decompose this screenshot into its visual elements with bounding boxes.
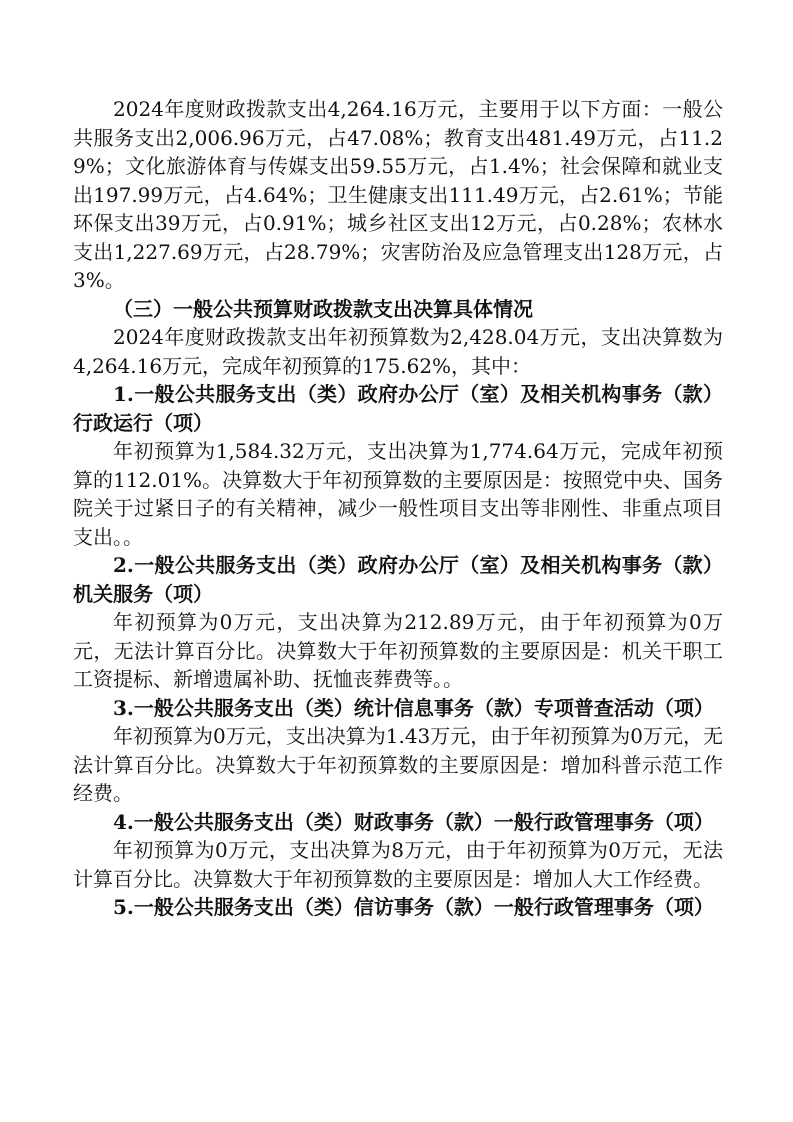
item-4-body: 年初预算为0万元，支出决算为8万元，由于年初预算为0万元，无法计算百分比。决算数大于年初预算数的主要原因是：增加人大工作经费。	[73, 838, 723, 891]
document-body	[73, 95, 723, 922]
item-1-body: 年初预算为1,584.32万元，支出决算为1,774.64万元，完成年初预算的112.01%。决算数大于年初预算数的主要原因是：按照党中央、国务院关于过紧日子的有关精神，减少一般性项目支出等非刚性、非重点项目支出。。	[73, 439, 723, 549]
item-1-heading: 1.一般公共服务支出（类）政府办公厅（室）及相关机构事务（款）行政运行（项）	[73, 382, 723, 435]
item-5-heading: 5.一般公共服务支出（类）信访事务（款）一般行政管理事务（项）	[113, 895, 714, 919]
item-3-body: 年初预算为0万元，支出决算为1.43万元，由于年初预算为0万元，无法计算百分比。决算数大于年初预算数的主要原因是：增加科普示范工作经费。	[73, 724, 723, 805]
item-2-heading: 2.一般公共服务支出（类）政府办公厅（室）及相关机构事务（款）机关服务（项）	[73, 553, 723, 606]
section-heading: （三）一般公共预算财政拨款支出决算具体情况	[113, 296, 533, 321]
intro-paragraph: 2024年度财政拨款支出4,264.16万元，主要用于以下方面：一般公共服务支出2,006.96万元，占47.08%；教育支出481.49万元，占11.29%；文化旅游体育与传媒支出59.55万元，占1.4%；社会保障和就业支出197.99万元，占4.64%；卫生健康支出111.49万元，占2.61%；节能环保支出39万元，占0.91%；城乡社区支出12万元，占0.28%；农林水支出1,227.69万元，占28.79%；灾害防治及应急管理支出128万元，占3%。	[73, 97, 723, 292]
item-4-heading: 4.一般公共服务支出（类）财政事务（款）一般行政管理事务（项）	[113, 809, 714, 834]
item-3-heading: 3.一般公共服务支出（类）统计信息事务（款）专项普查活动（项）	[113, 695, 714, 720]
item-2-body: 年初预算为0万元，支出决算为212.89万元，由于年初预算为0万元，无法计算百分比。决算数大于年初预算数的主要原因是：机关干职工工资提标、新增遗属补助、抚恤丧葬费等。。	[73, 610, 723, 691]
section-intro-paragraph: 2024年度财政拨款支出年初预算数为2,428.04万元，支出决算数为4,264.16万元，完成年初预算的175.62%，其中：	[73, 325, 723, 378]
